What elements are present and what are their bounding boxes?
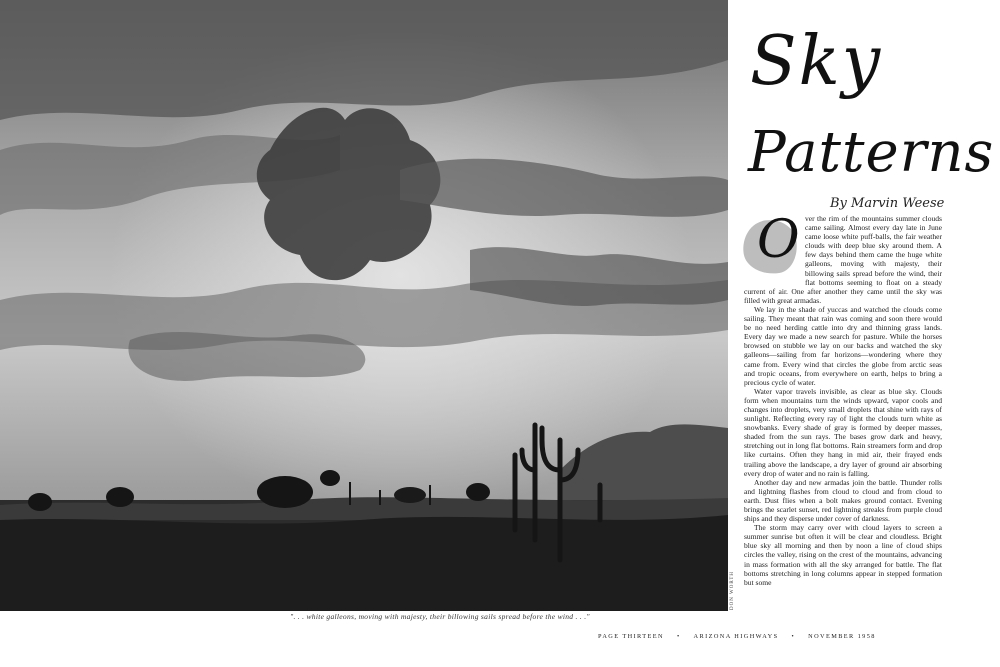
- paragraph: We lay in the shade of yuccas and watched the clouds come sailing. They meant that rain was coming and soon there would be no need herding cattle into dry and thinning grass lands. Every day we made a new search for pasture. While the horses browsed on stubble we lay on our backs and watched the sky galleons—sailing from far horizons—wondering where they came from. Every wind that circles the globe from arctic seas and tropic oceans, from everywhere on earth, helps to bring a precious cycle of water.: [744, 304, 942, 387]
- footer-page-number: PAGE THIRTEEN: [598, 633, 664, 640]
- article-byline: By Marvin Weese: [830, 196, 945, 211]
- paragraph: Water vapor travels invisible, as clear as blue sky. Clouds form when mountains turn the winds upward, vapor cools and changes into droplets, very small droplets that shine with rays of sunlight. Reflecting every ray of light the clouds turn white as snowbanks. Every shade of gray is formed by deeper masses, shaded from the sun rays. The bases grow dark and heavy, stretching out in long flat bottoms. Rain streamers form and drop like curtains. Often they hang in mid air, their frayed ends trailing above the landscape, a dry layer of ground air absorbing every drop of water and no rain is falling.: [744, 386, 942, 478]
- page-footer: [598, 633, 876, 640]
- footer-separator: •: [676, 633, 681, 640]
- footer-date: NOVEMBER 1958: [808, 633, 876, 640]
- footer-magazine: ARIZONA HIGHWAYS: [693, 633, 779, 640]
- photo-credit: DON WORTH: [730, 570, 735, 610]
- article-title-line1: Sky: [750, 22, 883, 101]
- photo-caption: ". . . white galleons, moving with majesty, their billowing sails spread before the wind . . .": [290, 612, 590, 621]
- article-body: [744, 214, 942, 612]
- paragraph: ver the rim of the mountains summer clouds came sailing. Almost every day late in June came loose white puff-balls, the fair weather clouds with deep blue sky around them. A few days behind them came the huge white galleons, moving with majesty, their billowing sails spread before the wind, their flat bottoms seeming to float on a steady current of air. One after another they came until the sky was filled with great armadas.: [744, 214, 942, 305]
- paragraph: Another day and new armadas join the battle. Thunder rolls and lightning flashes from cloud to cloud and from cloud to earth. Dust flies when a bolt makes ground contact. Evening brings the scarlet sunset, red lightning streaks from purple cloud ships and they disperse under cover of darkness.: [744, 477, 942, 524]
- footer-separator: •: [791, 633, 796, 640]
- drop-cap-letter: O: [757, 210, 800, 270]
- paragraph: The storm may carry over with cloud layers to screen a summer sunrise but often it will be clear and cloudless. Bright blue sky all morning and then by noon a line of cloud ships circles the valley, rising on the crest of the mountains, advancing in mass formation with all the sky arranged for battle. The flat bottoms stretching in long columns appear in stepped formation but some: [744, 523, 942, 587]
- article-title-line2: Patterns: [748, 120, 995, 185]
